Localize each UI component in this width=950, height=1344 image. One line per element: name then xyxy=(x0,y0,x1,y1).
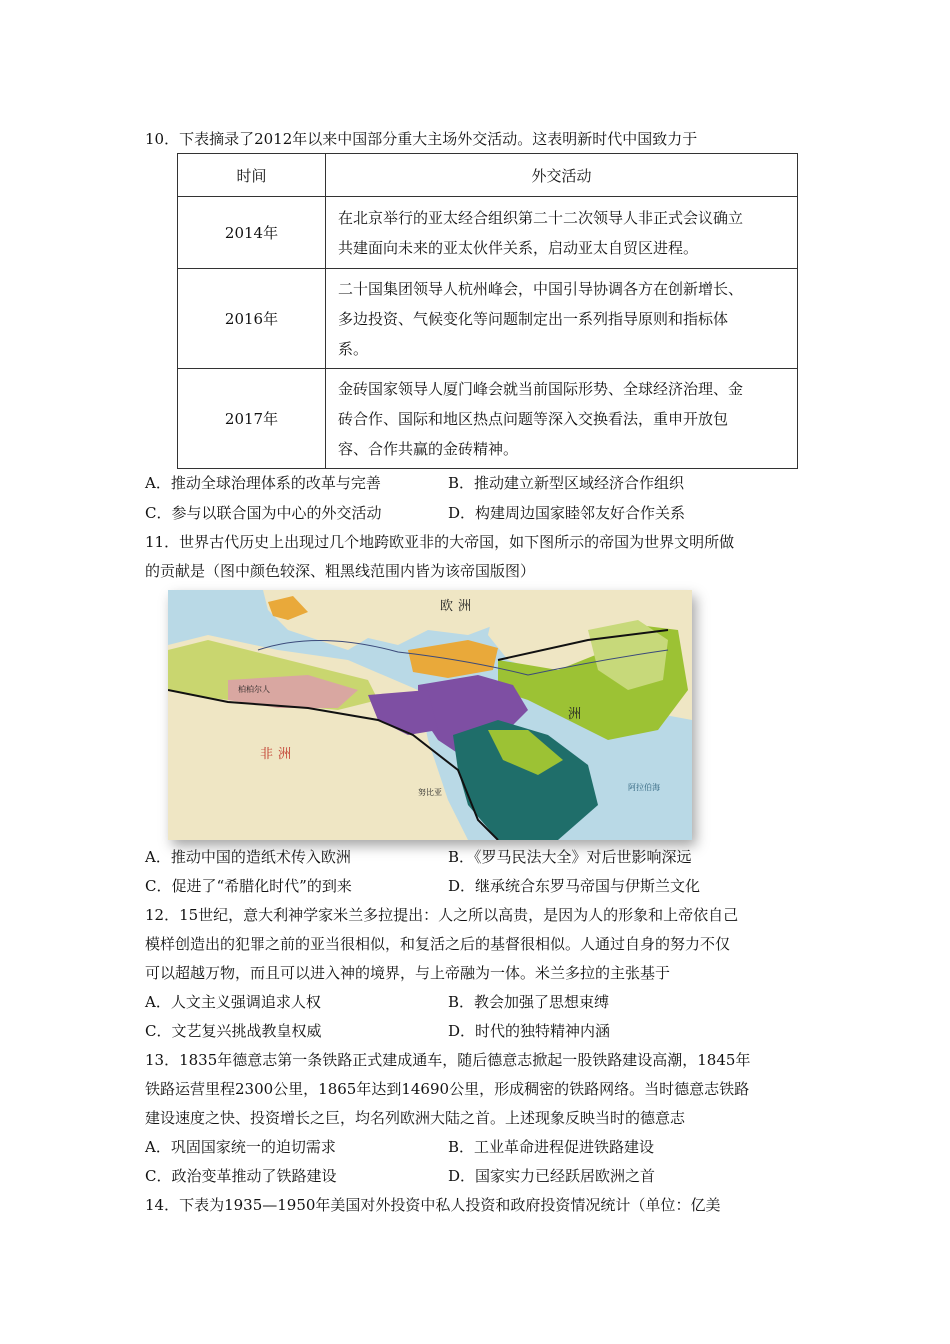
q13-option-d[interactable]: D．国家实力已经跃居欧洲之首 xyxy=(448,1167,656,1185)
table-row xyxy=(178,269,798,369)
table-header-row xyxy=(178,154,798,197)
q10-table xyxy=(177,153,798,469)
q11-stem-line1: 11．世界古代历史上出现过几个地跨欧亚非的大帝国，如下图所示的帝国为世界文明所做 xyxy=(145,533,735,551)
q13-line1: 13．1835年德意志第一条铁路正式建成通车，随后德意志掀起一股铁路建设高潮，1845年 xyxy=(145,1051,751,1069)
q13-line2: 铁路运营里程2300公里，1865年达到14690公里，形成稠密的铁路网络。当时德意志铁路 xyxy=(145,1080,750,1098)
activity-line: 金砖国家领导人厦门峰会就当前国际形势、全球经济治理、金 xyxy=(338,379,744,398)
map-label-nubia: 努比亚 xyxy=(418,788,442,797)
activity-line: 系。 xyxy=(338,339,369,358)
map-label-africa-2: 洲 xyxy=(278,746,292,761)
map-label-berber: 柏柏尔人 xyxy=(238,685,270,694)
q11-stem-line2: 的贡献是（图中颜色较深、粗黑线范围内皆为该帝国版图） xyxy=(145,562,536,580)
map-label-europe: 欧 xyxy=(440,598,454,613)
q10-stem: 10．下表摘录了2012年以来中国部分重大主场外交活动。这表明新时代中国致力于 xyxy=(145,130,698,148)
row-year: 2017年 xyxy=(178,369,326,469)
activity-line: 容、合作共赢的金砖精神。 xyxy=(338,439,519,458)
activity-line: 共建面向未来的亚太伙伴关系，启动亚太自贸区进程。 xyxy=(338,238,699,257)
empire-map xyxy=(168,590,692,840)
q11-option-a[interactable]: A．推动中国的造纸术传入欧洲 xyxy=(145,848,351,866)
row-activity xyxy=(326,269,798,369)
map-label-africa: 非 xyxy=(260,746,274,761)
row-activity xyxy=(326,369,798,469)
q13-option-a[interactable]: A．巩固国家统一的迫切需求 xyxy=(145,1138,336,1156)
q14-stem: 14．下表为1935—1950年美国对外投资中私人投资和政府投资情况统计（单位：亿美 xyxy=(145,1196,721,1214)
q10-option-c[interactable]: C．参与以联合国为中心的外交活动 xyxy=(145,504,382,522)
row-year: 2016年 xyxy=(178,269,326,369)
activity-line: 砖合作、国际和地区热点问题等深入交换看法，重申开放包 xyxy=(338,409,729,428)
q12-line1: 12．15世纪，意大利神学家米兰多拉提出：人之所以高贵，是因为人的形象和上帝依自己 xyxy=(145,906,739,924)
activity-line: 在北京举行的亚太经合组织第二十二次领导人非正式会议确立 xyxy=(338,208,744,227)
q11-option-c[interactable]: C．促进了“希腊化时代”的到来 xyxy=(145,877,352,895)
header-activity: 外交活动 xyxy=(326,154,798,197)
activity-line: 二十国集团领导人杭州峰会，中国引导协调各方在创新增长、 xyxy=(338,279,744,298)
q11-option-b[interactable]: B．《罗马民法大全》对后世影响深远 xyxy=(448,848,692,866)
row-year: 2014年 xyxy=(178,197,326,269)
q12-option-d[interactable]: D．时代的独特精神内涵 xyxy=(448,1022,611,1040)
header-time: 时间 xyxy=(178,154,326,197)
activity-line: 多边投资、气候变化等问题制定出一系列指导原则和指标体 xyxy=(338,309,729,328)
q11-option-d[interactable]: D．继承统合东罗马帝国与伊斯兰文化 xyxy=(448,877,701,895)
table-row xyxy=(178,369,798,469)
q12-line3: 可以超越万物，而且可以进入神的境界，与上帝融为一体。米兰多拉的主张基于 xyxy=(145,964,671,982)
map-label-europe-2: 洲 xyxy=(458,598,472,613)
q12-option-a[interactable]: A．人文主义强调追求人权 xyxy=(145,993,321,1011)
row-activity xyxy=(326,197,798,269)
q13-option-b[interactable]: B．工业革命进程促进铁路建设 xyxy=(448,1138,655,1156)
q10-option-b[interactable]: B．推动建立新型区域经济合作组织 xyxy=(448,474,685,492)
q10-option-a[interactable]: A．推动全球治理体系的改革与完善 xyxy=(145,474,381,492)
q10-option-d[interactable]: D．构建周边国家睦邻友好合作关系 xyxy=(448,504,686,522)
q13-option-c[interactable]: C．政治变革推动了铁路建设 xyxy=(145,1167,337,1185)
q12-line2: 模样创造出的犯罪之前的亚当很相似，和复活之后的基督很相似。人通过自身的努力不仅 xyxy=(145,935,731,953)
map-label-asia: 洲 xyxy=(568,706,582,721)
q12-option-c[interactable]: C．文艺复兴挑战教皇权威 xyxy=(145,1022,322,1040)
q12-option-b[interactable]: B．教会加强了思想束缚 xyxy=(448,993,610,1011)
q13-line3: 建设速度之快、投资增长之巨，均名列欧洲大陆之首。上述现象反映当时的德意志 xyxy=(145,1109,686,1127)
map-label-sea: 阿拉伯海 xyxy=(628,783,660,792)
table-row xyxy=(178,197,798,269)
